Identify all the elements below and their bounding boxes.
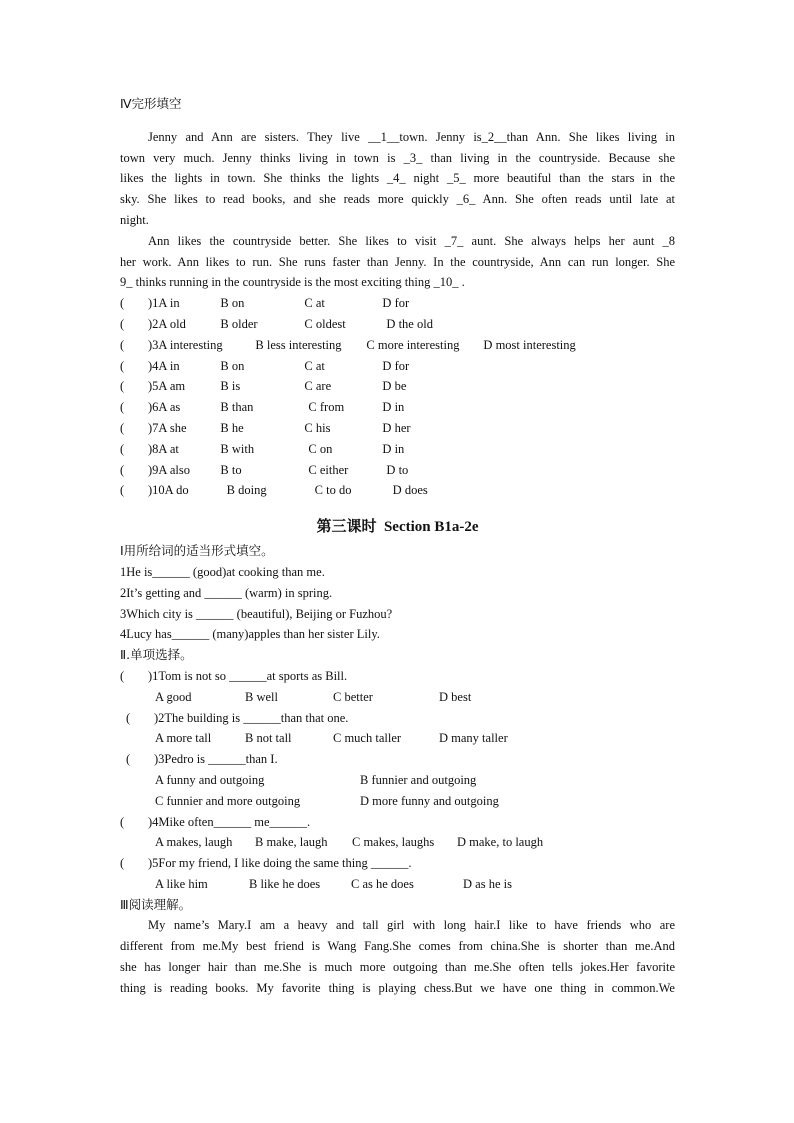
option-d: D in [382, 441, 405, 456]
lesson-title-en: Section B1a-2e [383, 519, 479, 536]
option-c: C from [308, 400, 345, 415]
mc-options-1 [120, 687, 675, 708]
answer-paren: ( [120, 420, 125, 435]
option-c: C are [304, 379, 332, 394]
option-c: C makes, laughs [352, 835, 435, 850]
reading-line: thing is reading books. My favorite thing is playing chess.But we have one thing in common.We [120, 980, 675, 995]
option-a: A at [158, 441, 179, 456]
option-a: A do [164, 483, 189, 498]
cloze-question-row [120, 439, 675, 460]
mc-question-2 [120, 708, 675, 729]
mc-options-3b [120, 791, 675, 812]
option-c: C his [304, 420, 331, 435]
cloze-question-row [120, 356, 675, 377]
answer-paren: ( [120, 337, 125, 352]
option-b: B is [220, 379, 241, 394]
option-c: C funnier and more outgoing [155, 793, 301, 808]
question-stem: )2The building is ______than that one. [154, 710, 349, 725]
option-d: D does [392, 483, 428, 498]
option-d: D the old [386, 316, 433, 331]
lesson-title-cn: 第三课时 [316, 517, 377, 536]
option-c: C to do [314, 483, 352, 498]
fill-item: 4Lucy has______ (many)apples than her sister Lily. [120, 627, 380, 642]
option-a: A makes, laugh [155, 835, 233, 850]
reading-line: she has longer hair than me.She is much more outgoing than me.She often tells jokes.Her favorite [120, 960, 675, 975]
part1-heading: Ⅰ用所给词的适当形式填空。 [120, 543, 274, 559]
cloze-question-row [120, 335, 675, 356]
option-d: D most interesting [483, 337, 576, 352]
question-number: )8 [148, 441, 159, 456]
question-number: )2 [148, 316, 159, 331]
answer-paren: ( [126, 752, 131, 767]
passage-line: 9_ thinks running in the countryside is the most exciting thing _10_ . [120, 275, 465, 290]
option-a: A interesting [158, 337, 223, 352]
option-c: C oldest [304, 316, 346, 331]
question-number: )10 [148, 483, 165, 498]
mc-options-5 [120, 874, 675, 895]
option-b: B he [220, 420, 244, 435]
option-b: B with [220, 441, 255, 456]
reading-line: My name’s Mary.I am a heavy and tall girl with long hair.I like to have friends who are [148, 918, 675, 933]
option-c: C much taller [333, 731, 402, 746]
cloze-question-row [120, 418, 675, 439]
answer-paren: ( [120, 814, 125, 829]
answer-paren: ( [120, 668, 125, 683]
option-d: D for [382, 296, 410, 311]
answer-paren: ( [126, 710, 131, 725]
worksheet-page [120, 94, 675, 999]
option-b: B not tall [245, 731, 292, 746]
option-a: A she [158, 420, 187, 435]
answer-paren: ( [120, 400, 125, 415]
cloze-question-row [120, 397, 675, 418]
option-d: D best [439, 689, 472, 704]
passage-line: night. [120, 212, 149, 227]
question-number: )9 [148, 462, 159, 477]
option-d: D many taller [439, 731, 508, 746]
option-a: A as [158, 400, 181, 415]
option-b: B like he does [249, 876, 321, 891]
option-b: B on [220, 358, 245, 373]
question-stem: )5For my friend, I like doing the same thing ______. [148, 856, 412, 871]
answer-paren: ( [120, 856, 125, 871]
option-b: B older [220, 316, 258, 331]
option-a: A old [158, 316, 186, 331]
answer-paren: ( [120, 462, 125, 477]
option-b: B than [220, 400, 254, 415]
option-a: A in [158, 296, 180, 311]
answer-paren: ( [120, 483, 125, 498]
question-number: )4 [148, 358, 159, 373]
option-d: D her [382, 420, 411, 435]
option-c: C more interesting [366, 337, 460, 352]
answer-paren: ( [120, 358, 125, 373]
mc-options-3a [120, 770, 675, 791]
question-number: )6 [148, 400, 159, 415]
option-a: A also [158, 462, 191, 477]
answer-paren: ( [120, 379, 125, 394]
option-b: B to [220, 462, 242, 477]
fill-item: 3Which city is ______ (beautiful), Beijing or Fuzhou? [120, 606, 393, 621]
option-d: D for [382, 358, 410, 373]
part2-heading: Ⅱ.单项选择。 [120, 647, 193, 663]
section-heading-cloze: Ⅳ完形填空 [120, 96, 182, 111]
option-b: B make, laugh [255, 835, 328, 850]
cloze-question-row [120, 314, 675, 335]
option-c: C as he does [351, 876, 414, 891]
option-b: B less interesting [255, 337, 342, 352]
answer-paren: ( [120, 441, 125, 456]
option-b: B on [220, 296, 245, 311]
cloze-question-row [120, 293, 675, 314]
option-b: B doing [226, 483, 267, 498]
option-a: A in [158, 358, 180, 373]
question-number: )1 [148, 296, 159, 311]
question-number: )7 [148, 420, 159, 435]
answer-paren: ( [120, 296, 125, 311]
mc-question-4 [120, 812, 675, 833]
option-b: B well [245, 689, 278, 704]
question-stem: )4Mike often______ me______. [148, 814, 311, 829]
option-a: A funny and outgoing [155, 772, 265, 787]
cloze-question-list [120, 293, 675, 501]
option-a: A am [158, 379, 186, 394]
question-number: )3 [148, 337, 159, 352]
reading-line: different from me.My best friend is Wang Fang.She comes from china.She is shorter than me.And [120, 939, 675, 954]
option-a: A more tall [155, 731, 212, 746]
option-d: D as he is [463, 876, 512, 891]
passage-line: Ann likes the countryside better. She likes to visit _7_ aunt. She always helps her aunt _8 [148, 233, 675, 248]
lesson-title [120, 511, 675, 541]
mc-options-2 [120, 728, 675, 749]
fill-item: 2It’s getting and ______ (warm) in spring. [120, 585, 333, 600]
cloze-question-row [120, 480, 675, 501]
option-a: A good [155, 689, 192, 704]
answer-paren: ( [120, 316, 125, 331]
mc-question-3 [120, 749, 675, 770]
question-number: )5 [148, 379, 159, 394]
mc-options-4 [120, 832, 675, 853]
option-c: C either [308, 462, 349, 477]
part3-heading: Ⅲ阅读理解。 [120, 896, 192, 912]
mc-question-5 [120, 853, 675, 874]
option-d: D more funny and outgoing [360, 793, 499, 808]
cloze-question-row [120, 460, 675, 481]
question-stem: )3Pedro is ______than I. [154, 752, 278, 767]
passage-line: town very much. Jenny thinks living in town is _3_ than living in the countryside. Because she [120, 150, 675, 165]
option-c: C at [304, 358, 325, 373]
option-c: C on [308, 441, 333, 456]
option-c: C better [333, 689, 373, 704]
option-d: D in [382, 400, 405, 415]
option-d: D make, to laugh [457, 835, 544, 850]
question-stem: )1Tom is not so ______at sports as Bill. [148, 668, 348, 683]
passage-line: her work. Ann likes to run. She runs faster than Jenny. In the countryside, Ann can run longer. She [120, 254, 675, 269]
mc-question-1 [120, 666, 675, 687]
option-a: A like him [155, 876, 208, 891]
passage-line: sky. She likes to read books, and she reads more quickly _6_ Ann. She often reads until late at [120, 192, 675, 207]
passage-line: Jenny and Ann are sisters. They live __1__town. Jenny is_2__than Ann. She likes living in [148, 129, 675, 144]
option-d: D to [386, 462, 409, 477]
option-c: C at [304, 296, 325, 311]
fill-item: 1He is______ (good)at cooking than me. [120, 564, 325, 579]
option-b: B funnier and outgoing [360, 772, 477, 787]
cloze-question-row [120, 376, 675, 397]
passage-line: likes the lights in town. She thinks the lights _4_ night _5_ more beautiful than the stars in the [120, 171, 675, 186]
option-d: D be [382, 379, 407, 394]
